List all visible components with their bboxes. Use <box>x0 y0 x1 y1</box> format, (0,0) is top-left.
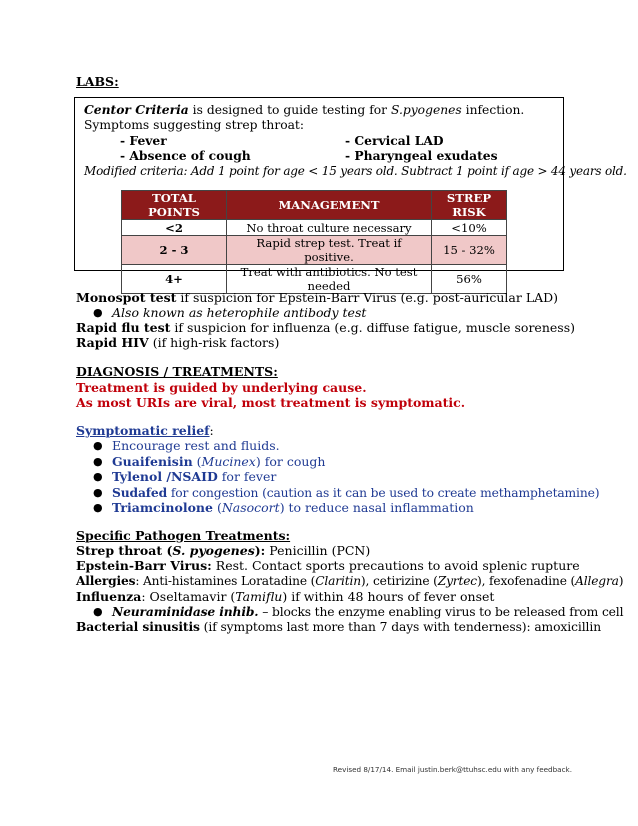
symptomatic-item-guaifenisin: Guaifenisin (Mucinex) for cough <box>112 454 326 469</box>
strep-throat-line: Strep throat (S. pyogenes): Penicillin (PCN) <box>76 543 371 558</box>
monospot-note: Also known as heterophile antibody test <box>112 305 367 320</box>
bullet-icon: ● <box>93 501 103 514</box>
bullet-icon: ● <box>93 455 103 468</box>
symptomatic-item-tylenol: Tylenol /NSAID for fever <box>112 469 277 484</box>
symptomatic-item-triamcinolone: Triamcinolone (Nasocort) to reduce nasal inflammation <box>112 500 474 515</box>
table-row <box>122 220 507 236</box>
bullet-icon: ● <box>93 486 103 499</box>
symptom-cervical-lad: - Cervical LAD <box>345 133 444 148</box>
table-cell: 4+ <box>122 265 227 294</box>
neuraminidase-line: Neuraminidase inhib. – blocks the enzyme enabling virus to be released from cell <box>112 604 624 619</box>
diagnosis-note-2: As most URIs are viral, most treatment is symptomatic. <box>76 395 466 410</box>
table-cell: 15 - 32% <box>432 236 507 265</box>
bacterial-sinusitis-line: Bacterial sinusitis (if symptoms last more than 7 days with tenderness): amoxicillin <box>76 619 602 634</box>
labs-heading: LABS: <box>76 74 119 89</box>
bullet-icon: ● <box>93 306 103 319</box>
centor-management-table <box>121 190 507 294</box>
centor-description: Centor Criteria is designed to guide testing for S.pyogenes infection. <box>84 102 525 117</box>
table-header: MANAGEMENT <box>227 191 432 220</box>
rapid-flu-line: Rapid flu test if suspicion for influenza (e.g. diffuse fatigue, muscle soreness) <box>76 320 575 335</box>
modified-criteria: Modified criteria: Add 1 point for age < 15 years old. Subtract 1 point if age > 44 years old. <box>84 164 627 178</box>
table-header-row <box>122 191 507 220</box>
table-cell: <10% <box>432 220 507 236</box>
table-cell: 2 - 3 <box>122 236 227 265</box>
bullet-icon: ● <box>93 605 103 618</box>
bullet-icon: ● <box>93 439 103 452</box>
symptomatic-heading: Symptomatic relief: <box>76 423 214 438</box>
pathogen-heading: Specific Pathogen Treatments: <box>76 528 291 543</box>
rapid-hiv-line: Rapid HIV (if high-risk factors) <box>76 335 280 350</box>
symptom-fever: - Fever <box>120 133 167 148</box>
diagnosis-heading: DIAGNOSIS / TREATMENTS: <box>76 364 278 379</box>
symptoms-intro: Symptoms suggesting strep throat: <box>84 118 305 132</box>
allergies-line: Allergies: Anti-histamines Loratadine (Claritin), cetirizine (Zyrtec), fexofenadine (Allegra) <box>76 574 624 588</box>
symptomatic-item-sudafed: Sudafed for congestion (caution as it can be used to create methamphetamine) <box>112 485 600 500</box>
table-cell: Treat with antibiotics. No test needed <box>227 265 432 294</box>
influenza-line: Influenza: Oseltamavir (Tamiflu) if within 48 hours of fever onset <box>76 589 495 604</box>
symptom-absence-of-cough: - Absence of cough <box>120 148 251 163</box>
table-cell: Rapid strep test. Treat if positive. <box>227 236 432 265</box>
table-row <box>122 236 507 265</box>
diagnosis-note-1: Treatment is guided by underlying cause. <box>76 380 367 395</box>
table-header: TOTAL POINTS <box>122 191 227 220</box>
symptomatic-item-rest: Encourage rest and fluids. <box>112 438 280 453</box>
table-header: STREP RISK <box>432 191 507 220</box>
table-cell: No throat culture necessary <box>227 220 432 236</box>
table-cell: <2 <box>122 220 227 236</box>
monospot-line: Monospot test if suspicion for Epstein-Barr Virus (e.g. post-auricular LAD) <box>76 290 559 305</box>
table-cell: 56% <box>432 265 507 294</box>
ebv-line: Epstein-Barr Virus: Rest. Contact sports precautions to avoid splenic rupture <box>76 558 580 573</box>
footer-revision-note: Revised 8/17/14. Email justin.berk@ttuhsc.edu with any feedback. <box>333 765 572 774</box>
bullet-icon: ● <box>93 470 103 483</box>
symptom-pharyngeal-exudates: - Pharyngeal exudates <box>345 148 498 163</box>
